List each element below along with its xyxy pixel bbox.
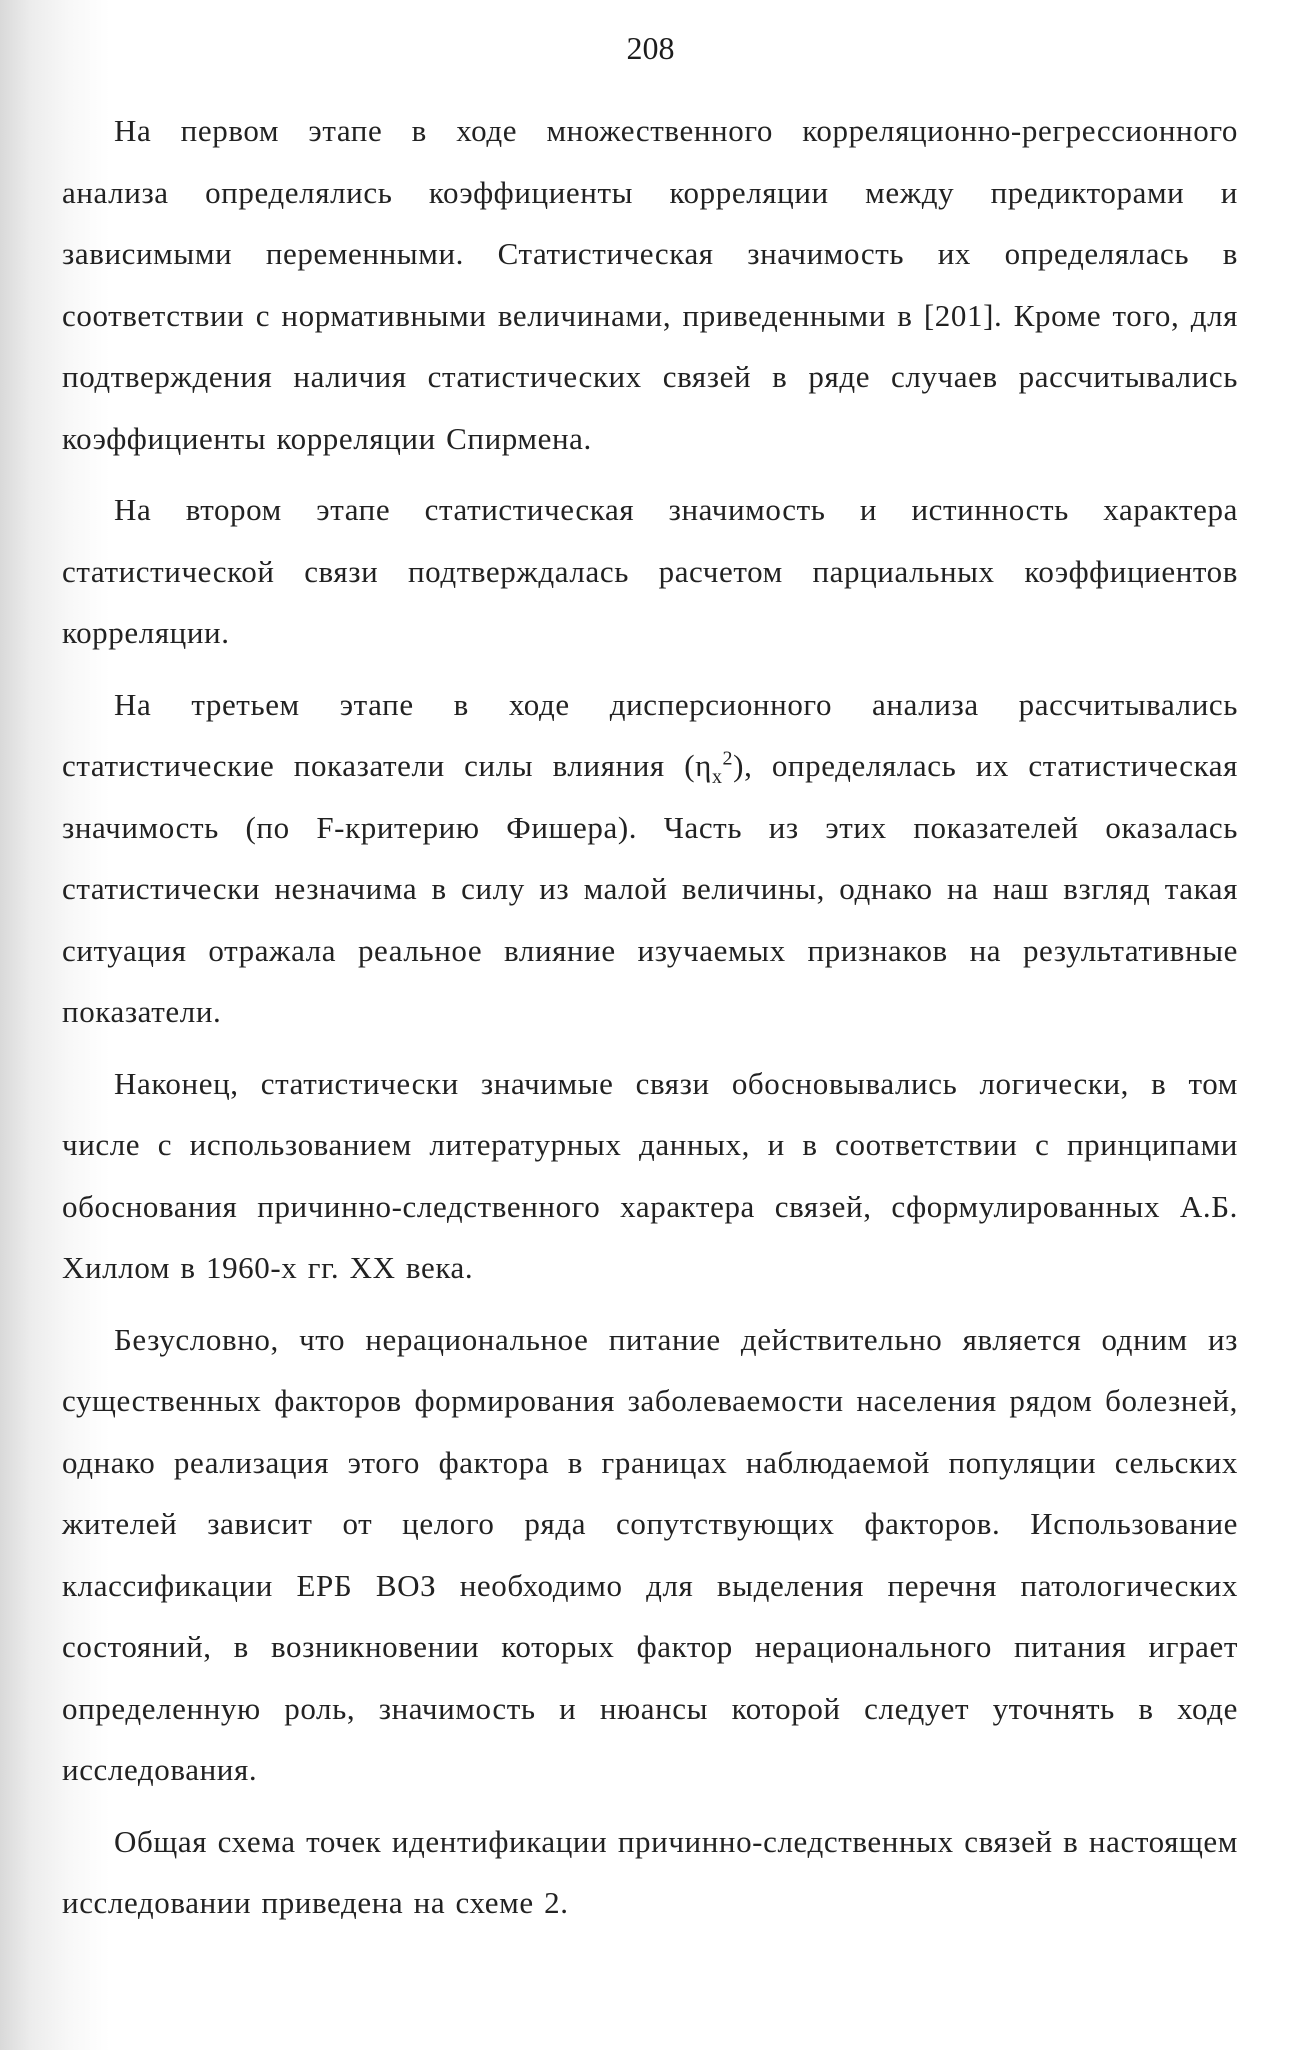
paragraph-3-text-end: ), определялась их статистическая значимость (по F-критерию Фишера). Часть из этих показателей оказалась статистически незначима в силу из малой величины, однако на наш взгляд такая ситуация отражала реальное влияние изучаемых признаков на результативные показатели.	[62, 748, 1238, 1029]
paragraph-3-text-start: На третьем этапе в ходе дисперсионного анализа рассчитывались статистические показатели силы влияния (η	[62, 686, 1238, 783]
paragraph-6: Общая схема точек идентификации причинно-следственных связей в настоящем исследовании приведена на схеме 2.	[62, 1823, 1238, 1920]
page-number: 208	[626, 30, 675, 66]
paragraph-2: На втором этапе статистическая значимость и истинность характера статистической связи подтверждалась расчетом парциальных коэффициентов корреляции.	[62, 492, 1238, 650]
eta-superscript: 2	[722, 747, 734, 770]
eta-subscript: x	[711, 766, 723, 789]
paragraph-1: На первом этапе в ходе множественного корреляционно-регрессионного анализа определялись коэффициенты корреляции между предикторами и зависимыми переменными. Статистическая значимость их определялась в соответствии с нормативными величинами, приведенными в [201]. Кроме того, для подтверждения наличия статистических связей в ряде случаев рассчитывались коэффициенты корреляции Спирмена.	[62, 113, 1238, 456]
paragraph-5: Безусловно, что нерациональное питание действительно является одним из существенных факторов формирования заболеваемости населения рядом болезней, однако реализация этого фактора в границах наблюдаемой популяции сельских жителей зависит от целого ряда сопутствующих факторов. Использование классификации ЕРБ ВОЗ необходимо для выделения перечня патологических состояний, в возникновении которых фактор нерационального питания играет определенную роль, значимость и нюансы которой следует уточнять в ходе исследования.	[62, 1321, 1238, 1787]
paragraph-3	[62, 674, 1238, 1043]
document-body	[62, 100, 1238, 1944]
paragraph-4: Наконец, статистически значимые связи обосновывались логически, в том числе с использованием литературных данных, и в соответствии с принципами обоснования причинно-следственного характера связей, сформулированных А.Б. Хиллом в 1960-х гг. XX века.	[62, 1065, 1238, 1285]
